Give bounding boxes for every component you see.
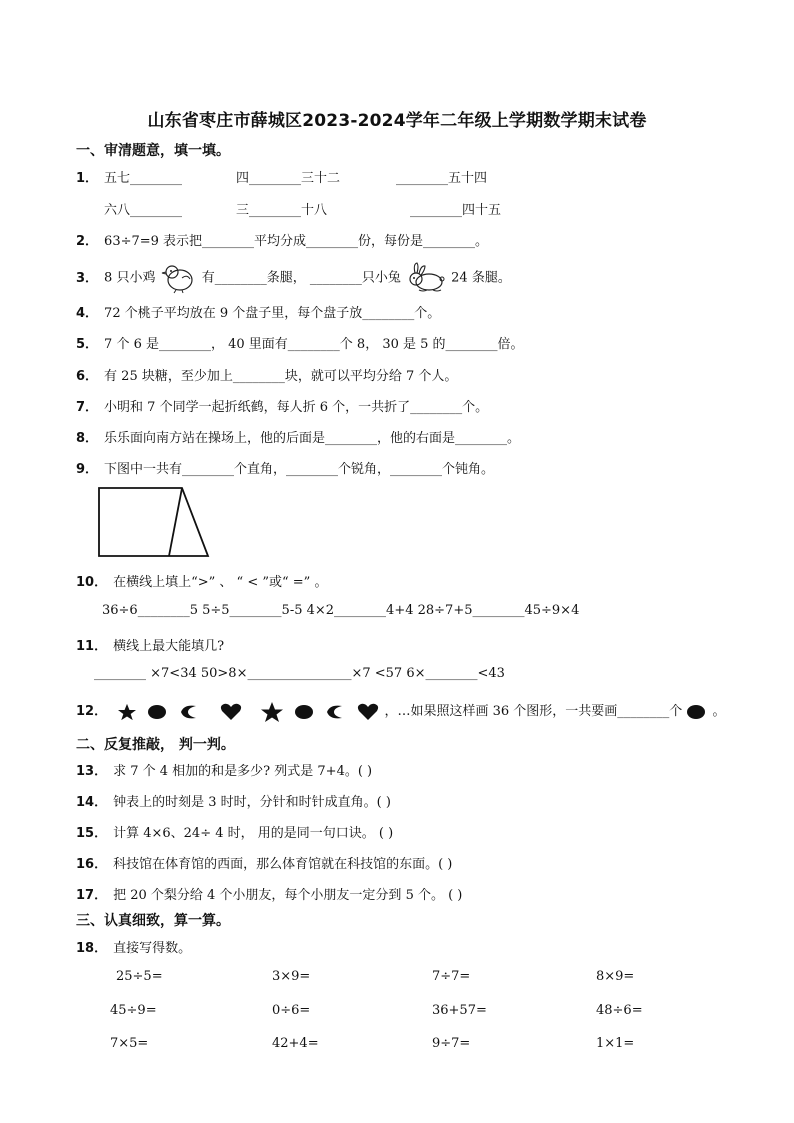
circle-icon <box>294 704 320 719</box>
question-number: 17． <box>76 888 108 903</box>
question-text: 有________条腿， ________只小兔 <box>201 270 401 286</box>
section-heading-2: 二、反复推敲， 判一判。 <box>76 737 235 753</box>
question-number: 15． <box>76 826 108 841</box>
question-7 <box>76 396 488 415</box>
question-12 <box>76 700 725 723</box>
question-number: 10． <box>76 575 108 590</box>
calc-item: 9÷7= <box>432 1036 471 1051</box>
question-text: 小明和 7 个同学一起折纸鹤，每人折 6 个，一共折了________个。 <box>104 400 489 415</box>
q1-item: 三________十八 <box>236 203 328 218</box>
moon-icon <box>324 704 352 719</box>
question-text: 钟表上的时刻是 3 时时，分针和时针成直角。( ) <box>113 795 391 810</box>
heart-icon <box>357 704 385 719</box>
circle-icon <box>147 704 173 719</box>
section-heading-3: 三、认真细致，算一算。 <box>76 913 230 929</box>
question-1 <box>76 167 104 186</box>
calc-item: 48÷6= <box>596 1003 643 1018</box>
page-title: 山东省枣庄市薛城区2023-2024学年二年级上学期数学期末试卷 <box>147 111 647 131</box>
question-16 <box>76 853 452 872</box>
circle-icon <box>686 704 712 719</box>
question-8 <box>76 427 520 446</box>
question-18 <box>76 937 191 956</box>
calc-item: 42+4= <box>272 1036 319 1051</box>
question-number: 12． <box>76 704 108 719</box>
question-14 <box>76 791 391 810</box>
section-heading-1: 一、审清题意，填一填。 <box>76 143 230 159</box>
question-3 <box>76 262 511 294</box>
calc-item: 36+57= <box>432 1003 487 1018</box>
question-text: 乐乐面向南方站在操场上，他的后面是________，他的右面是________。 <box>104 431 521 446</box>
question-number: 6． <box>76 369 99 384</box>
calc-item: 7×5= <box>110 1036 149 1051</box>
q1-item: ________五十四 <box>396 171 488 186</box>
calc-item: 1×1= <box>596 1036 635 1051</box>
question-text: 7 个 6 是________， 40 里面有________个 8， 30 是 5 的________倍。 <box>104 337 524 352</box>
question-text: 下图中一共有________个直角，________个锐角，________个钝角。 <box>104 462 495 477</box>
calc-item: 25÷5= <box>116 969 163 984</box>
calc-item: 45÷9= <box>110 1003 157 1018</box>
question-number: 16． <box>76 857 108 872</box>
question-17 <box>76 884 462 903</box>
angle-figure <box>98 486 210 558</box>
question-15 <box>76 822 393 841</box>
q1-item: 五七________ <box>104 171 183 186</box>
rabbit-icon <box>405 271 451 286</box>
q1-item: 六八________ <box>104 203 183 218</box>
question-number: 18． <box>76 941 108 956</box>
question-text: 横线上最大能填几? <box>113 639 225 654</box>
calc-item: 7÷7= <box>432 969 471 984</box>
question-text: 63÷7=9 表示把________平均分成________份，每份是________。 <box>104 234 489 249</box>
question-number: 2． <box>76 234 99 249</box>
question-number: 1． <box>76 171 99 186</box>
question-number: 14． <box>76 795 108 810</box>
moon-icon <box>178 704 206 719</box>
q1-item: ________四十五 <box>410 203 502 218</box>
question-text: 有 25 块糖，至少加上________块，就可以平均分给 7 个人。 <box>104 369 458 384</box>
question-text: 求 7 个 4 相加的和是多少? 列式是 7+4。( ) <box>113 764 373 779</box>
question-10 <box>76 571 327 590</box>
question-6 <box>76 365 457 384</box>
question-text: 8 只小鸡 <box>104 270 156 286</box>
question-number: 7． <box>76 400 99 415</box>
chick-icon <box>160 271 202 286</box>
question-text: 把 20 个梨分给 4 个小朋友，每个小朋友一定分到 5 个。 ( ) <box>113 888 463 903</box>
question-4 <box>76 302 440 321</box>
question-text: 24 条腿。 <box>451 270 511 286</box>
question-number: 8． <box>76 431 99 446</box>
question-number: 4． <box>76 306 99 321</box>
question-13 <box>76 760 372 779</box>
question-9 <box>76 458 494 477</box>
question-text: ，…如果照这样画 36 个图形，一共要画________个 <box>384 704 683 719</box>
question-text: 计算 4×6、24÷ 4 时， 用的是同一句口诀。 ( ) <box>113 826 394 841</box>
question-text: 在横线上填上“>” 、 “ < ”或“ =” 。 <box>113 575 328 590</box>
question-text: 直接写得数。 <box>113 941 192 956</box>
q10-items: 36÷6________5 5÷5________5-5 4×2________4+4 28÷7+5________45÷9×4 <box>102 603 580 618</box>
calc-item: 3×9= <box>272 969 311 984</box>
q1-item: 四________三十二 <box>236 171 341 186</box>
question-5 <box>76 333 524 352</box>
question-text: 科技馆在体育馆的西面，那么体育馆就在科技馆的东面。( ) <box>113 857 453 872</box>
star-icon <box>117 704 143 719</box>
calc-item: 8×9= <box>596 969 635 984</box>
star-icon <box>260 704 290 719</box>
question-number: 11． <box>76 639 108 654</box>
calc-item: 0÷6= <box>272 1003 311 1018</box>
question-number: 13． <box>76 764 108 779</box>
question-11 <box>76 635 224 654</box>
period: 。 <box>712 704 726 719</box>
question-number: 9． <box>76 462 99 477</box>
heart-icon <box>220 704 248 719</box>
question-2 <box>76 230 488 249</box>
question-number: 3． <box>76 270 99 286</box>
q11-items: ________ ×7<34 50>8×________________×7 <57 6×________<43 <box>94 666 505 681</box>
question-number: 5． <box>76 337 99 352</box>
question-text: 72 个桃子平均放在 9 个盘子里，每个盘子放________个。 <box>104 306 441 321</box>
